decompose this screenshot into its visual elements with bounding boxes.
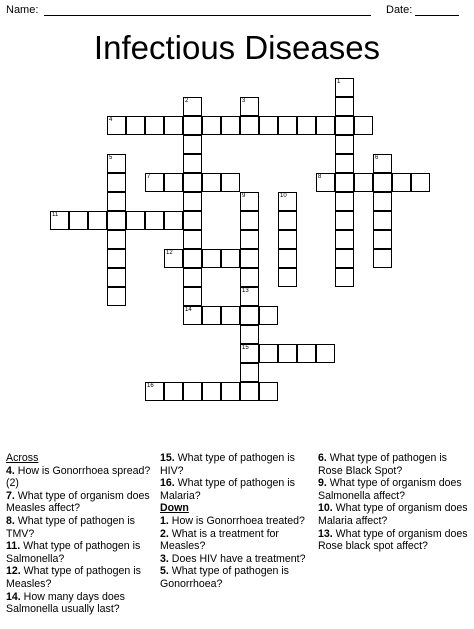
grid-cell[interactable] bbox=[297, 116, 316, 135]
grid-cell[interactable] bbox=[126, 211, 145, 230]
grid-cell[interactable] bbox=[240, 116, 259, 135]
grid-cell[interactable] bbox=[335, 78, 354, 97]
grid-cell[interactable] bbox=[202, 173, 221, 192]
grid-cell[interactable] bbox=[164, 249, 183, 268]
grid-cell[interactable] bbox=[221, 382, 240, 401]
grid-cell[interactable] bbox=[316, 116, 335, 135]
grid-cell[interactable] bbox=[145, 382, 164, 401]
page-title: Infectious Diseases bbox=[93, 29, 381, 66]
grid-cell[interactable] bbox=[183, 154, 202, 173]
grid-cell[interactable] bbox=[373, 173, 392, 192]
clue-text: What type of pathogen is Measles? bbox=[6, 565, 141, 590]
grid-cell[interactable] bbox=[202, 306, 221, 325]
grid-cell[interactable] bbox=[183, 249, 202, 268]
clue-number: 16. bbox=[160, 477, 175, 490]
clue-number: 8. bbox=[6, 514, 15, 527]
grid-cell[interactable] bbox=[164, 382, 183, 401]
grid-cell[interactable] bbox=[50, 211, 69, 230]
grid-cell[interactable] bbox=[373, 211, 392, 230]
across-clue-list bbox=[6, 465, 154, 616]
grid-cell[interactable] bbox=[278, 230, 297, 249]
grid-cell[interactable] bbox=[278, 192, 297, 211]
across-clue bbox=[6, 591, 154, 616]
grid-cell[interactable] bbox=[335, 230, 354, 249]
clue-text: What type of organism does Malaria affect? bbox=[318, 502, 468, 527]
across-clue bbox=[6, 540, 154, 565]
clue-number: 6. bbox=[318, 452, 327, 464]
grid-cell[interactable] bbox=[259, 306, 278, 325]
grid-cell[interactable] bbox=[183, 173, 202, 192]
grid-cell[interactable] bbox=[335, 249, 354, 268]
clue-text: What type of organism does Salmonella affect? bbox=[318, 477, 462, 502]
grid-cell[interactable] bbox=[259, 382, 278, 401]
grid-cell[interactable] bbox=[164, 211, 183, 230]
grid-cell[interactable] bbox=[278, 116, 297, 135]
grid-cell[interactable] bbox=[373, 230, 392, 249]
grid-cell[interactable] bbox=[335, 116, 354, 135]
grid-cell[interactable] bbox=[164, 173, 183, 192]
grid-cell[interactable] bbox=[335, 97, 354, 116]
across-heading: Across bbox=[6, 452, 39, 464]
grid-cell[interactable] bbox=[183, 287, 202, 306]
clue-text: Does HIV have a treatment? bbox=[168, 552, 306, 565]
grid-cell[interactable] bbox=[297, 344, 316, 363]
grid-cell[interactable] bbox=[183, 97, 202, 116]
grid-cell[interactable] bbox=[240, 97, 259, 116]
grid-cell[interactable] bbox=[335, 135, 354, 154]
clue-number: 2 bbox=[185, 98, 189, 104]
grid-cell[interactable] bbox=[107, 268, 126, 287]
grid-cell[interactable] bbox=[183, 211, 202, 230]
grid-cell[interactable] bbox=[107, 192, 126, 211]
grid-cell[interactable] bbox=[259, 116, 278, 135]
grid-cell[interactable] bbox=[107, 249, 126, 268]
clue-number: 1. bbox=[160, 514, 169, 527]
grid-cell[interactable] bbox=[183, 306, 202, 325]
grid-cell[interactable] bbox=[240, 287, 259, 306]
grid-cell[interactable] bbox=[183, 230, 202, 249]
grid-cell[interactable] bbox=[107, 154, 126, 173]
grid-cell[interactable] bbox=[126, 116, 145, 135]
grid-cell[interactable] bbox=[278, 249, 297, 268]
down-clue-list bbox=[160, 515, 314, 591]
clue-text: What type of pathogen is HIV? bbox=[160, 452, 295, 477]
clue-number: 6 bbox=[375, 155, 379, 161]
grid-cell[interactable] bbox=[221, 306, 240, 325]
grid-cell[interactable] bbox=[240, 325, 259, 344]
grid-cell[interactable] bbox=[164, 116, 183, 135]
name-label: Name: bbox=[6, 4, 39, 16]
clue-number: 13. bbox=[318, 527, 333, 540]
grid-cell[interactable] bbox=[278, 268, 297, 287]
clue-number: 5. bbox=[160, 565, 169, 578]
across-clue bbox=[6, 490, 154, 515]
clue-number: 7. bbox=[6, 489, 15, 502]
grid-cell[interactable] bbox=[221, 116, 240, 135]
down-clue bbox=[318, 528, 470, 553]
grid-cell[interactable] bbox=[278, 211, 297, 230]
clue-text: What type of pathogen is Malaria? bbox=[160, 477, 295, 502]
across-clue bbox=[160, 452, 314, 477]
grid-cell[interactable] bbox=[335, 173, 354, 192]
grid-cell[interactable] bbox=[335, 154, 354, 173]
grid-cell[interactable] bbox=[183, 382, 202, 401]
clue-number: 9 bbox=[242, 193, 246, 199]
grid-cell[interactable] bbox=[373, 249, 392, 268]
clue-text: How many days does Salmonella usually last? bbox=[6, 590, 125, 616]
across-clue-list-continued bbox=[160, 452, 314, 502]
grid-cell[interactable] bbox=[240, 192, 259, 211]
down-clue bbox=[318, 502, 470, 527]
clue-text: How is Gonorrhoea spread? (2) bbox=[6, 464, 151, 490]
clue-number: 13 bbox=[242, 288, 249, 294]
clue-number: 8 bbox=[318, 174, 322, 180]
date-label: Date: bbox=[386, 4, 413, 16]
clue-number: 7 bbox=[147, 174, 151, 180]
clues-column-1 bbox=[6, 452, 154, 616]
grid-cell[interactable] bbox=[373, 154, 392, 173]
clue-text: What type of pathogen is Salmonella? bbox=[6, 540, 141, 565]
down-clue bbox=[160, 528, 314, 553]
down-clue-list-continued bbox=[318, 452, 470, 553]
grid-cell[interactable] bbox=[183, 268, 202, 287]
grid-cell[interactable] bbox=[354, 173, 373, 192]
grid-cell[interactable] bbox=[145, 173, 164, 192]
clue-text: How is Gonorrhoea treated? bbox=[168, 514, 305, 527]
grid-cell[interactable] bbox=[107, 173, 126, 192]
grid-cell[interactable] bbox=[202, 249, 221, 268]
clues-column-3 bbox=[318, 452, 470, 553]
clue-number: 10. bbox=[318, 502, 333, 515]
clue-number: 12 bbox=[166, 250, 173, 256]
clue-number: 3 bbox=[242, 98, 246, 104]
down-clue bbox=[160, 515, 314, 528]
clue-number: 14 bbox=[185, 307, 192, 313]
grid-cell[interactable] bbox=[183, 116, 202, 135]
grid-cell[interactable] bbox=[335, 211, 354, 230]
clue-text: What type of organism does Measles affect? bbox=[6, 489, 150, 515]
grid-cell[interactable] bbox=[145, 116, 164, 135]
clue-number: 14. bbox=[6, 590, 21, 603]
grid-cell[interactable] bbox=[240, 249, 259, 268]
clue-number: 4. bbox=[6, 464, 15, 477]
grid-cell[interactable] bbox=[373, 192, 392, 211]
across-clue bbox=[160, 477, 314, 502]
grid-cell[interactable] bbox=[335, 268, 354, 287]
grid-cell[interactable] bbox=[240, 230, 259, 249]
grid-cell[interactable] bbox=[88, 211, 107, 230]
clue-number: 15 bbox=[242, 345, 249, 351]
grid-cell[interactable] bbox=[69, 211, 88, 230]
grid-cell[interactable] bbox=[354, 116, 373, 135]
clue-number: 4 bbox=[109, 117, 113, 123]
clue-number: 9. bbox=[318, 477, 327, 490]
across-clue bbox=[6, 565, 154, 590]
clue-text: What type of organism does Rose black spot affect? bbox=[318, 527, 468, 553]
grid-cell[interactable] bbox=[107, 287, 126, 306]
down-clue bbox=[318, 452, 470, 477]
grid-cell[interactable] bbox=[240, 268, 259, 287]
across-clue bbox=[6, 515, 154, 540]
clue-number: 1 bbox=[337, 79, 341, 85]
grid-cell[interactable] bbox=[316, 173, 335, 192]
grid-cell[interactable] bbox=[221, 173, 240, 192]
down-clue bbox=[318, 477, 470, 502]
clue-text: What type of pathogen is Rose Black Spot? bbox=[318, 452, 447, 477]
down-clue bbox=[160, 553, 314, 566]
grid-cell[interactable] bbox=[183, 192, 202, 211]
grid-cell[interactable] bbox=[183, 135, 202, 154]
grid-cell[interactable] bbox=[240, 211, 259, 230]
clue-number: 3. bbox=[160, 552, 169, 565]
clue-text: What is a treatment for Measles? bbox=[160, 527, 279, 553]
clue-number: 15. bbox=[160, 452, 175, 464]
grid-cell[interactable] bbox=[240, 344, 259, 363]
down-heading: Down bbox=[160, 502, 189, 515]
grid-cell[interactable] bbox=[392, 173, 411, 192]
clue-number: 11. bbox=[6, 540, 21, 553]
grid-cell[interactable] bbox=[240, 306, 259, 325]
grid-cell[interactable] bbox=[145, 211, 164, 230]
grid-cell[interactable] bbox=[278, 344, 297, 363]
clue-number: 11 bbox=[52, 212, 59, 218]
across-clue bbox=[6, 465, 154, 490]
clue-text: What type of pathogen is Gonorrhoea? bbox=[160, 565, 289, 590]
grid-cell[interactable] bbox=[335, 192, 354, 211]
grid-cell[interactable] bbox=[221, 249, 240, 268]
grid-cell[interactable] bbox=[107, 116, 126, 135]
clues-section bbox=[0, 452, 474, 629]
grid-cell[interactable] bbox=[259, 344, 278, 363]
clue-number: 2. bbox=[160, 527, 169, 540]
grid-cell[interactable] bbox=[202, 382, 221, 401]
grid-cell[interactable] bbox=[240, 363, 259, 382]
clue-number: 12. bbox=[6, 565, 21, 578]
grid-cell[interactable] bbox=[107, 211, 126, 230]
grid-cell[interactable] bbox=[107, 230, 126, 249]
clue-number: 16 bbox=[147, 383, 154, 389]
clue-text: What type of pathogen is TMV? bbox=[6, 514, 135, 540]
grid-cell[interactable] bbox=[240, 382, 259, 401]
clue-number: 10 bbox=[280, 193, 287, 199]
grid-cell[interactable] bbox=[316, 344, 335, 363]
down-clue bbox=[160, 565, 314, 590]
grid-cell[interactable] bbox=[411, 173, 430, 192]
clues-column-2 bbox=[160, 452, 314, 591]
grid-cell[interactable] bbox=[202, 116, 221, 135]
clue-number: 5 bbox=[109, 155, 113, 161]
